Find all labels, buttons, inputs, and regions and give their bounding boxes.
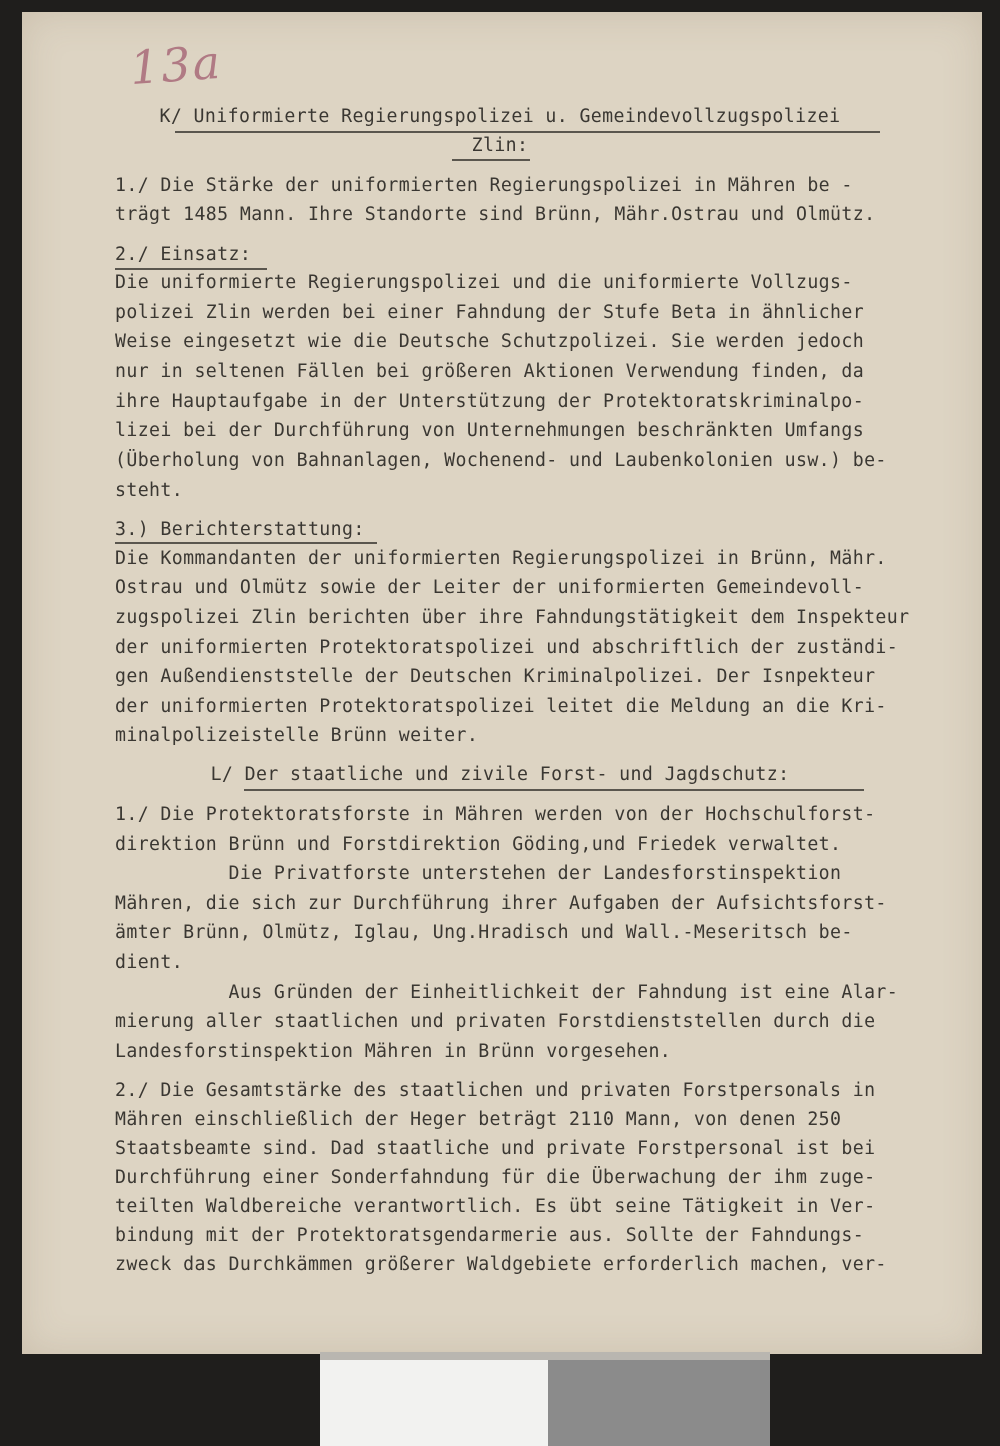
k-p2-line-0: Die uniformierte Regierungspolizei und die uniformierte Vollzugs- (115, 272, 853, 293)
heading-underline (244, 789, 864, 791)
l-p3-line-4: teilten Waldbereiche verantwortlich. Es übt seine Tätigkeit in Ver- (115, 1196, 876, 1217)
l-p1-line-2: Die Privatforste unterstehen der Landesforstinspektion (115, 863, 842, 884)
k-p3-line-1: Ostrau und Olmütz sowie der Leiter der uniformierten Gemeindevoll- (115, 577, 865, 598)
k-p3-line-0: Die Kommandanten der uniformierten Regierungspolizei in Brünn, Mähr. (115, 548, 887, 569)
handwritten-annotation: 13a (128, 34, 224, 96)
heading-underline (175, 131, 880, 133)
k-subheading-berichterstattung: 3.) Berichterstattung: (115, 519, 365, 540)
l-p1-line-5: dient. (115, 952, 184, 973)
scan-calibration-gray (548, 1360, 770, 1446)
k-p3-line-4: gen Außendienststelle der Deutschen Kriminalpolizei. Der Isnpekteur (115, 666, 876, 687)
section-l-heading: L/ Der staatliche und zivile Forst- und Jagdschutz: (210, 764, 790, 785)
k-p3-line-2: zugspolizei Zlin berichten über ihre Fahndungstätigkeit dem Inspekteur (115, 607, 910, 628)
l-p2-line-0: Aus Gründen der Einheitlichkeit der Fahndung ist eine Alar- (115, 982, 899, 1003)
heading-underline (452, 159, 530, 161)
l-p3-line-5: bindung mit der Protektoratsgendarmerie aus. Sollte der Fahndungs- (115, 1225, 865, 1246)
k-p1-line-0: 1./ Die Stärke der uniformierten Regierungspolizei in Mähren be - (115, 175, 853, 196)
l-p3-line-0: 2./ Die Gesamtstärke des staatlichen und privaten Forstpersonals in (115, 1080, 876, 1101)
k-p2-line-3: nur in seltenen Fällen bei größeren Aktionen Verwendung finden, da (115, 361, 865, 382)
l-p2-line-2: Landesforstinspektion Mähren in Brünn vorgesehen. (115, 1041, 672, 1062)
l-p3-line-6: zweck das Durchkämmen größerer Waldgebiete erforderlich machen, ver- (115, 1254, 887, 1275)
l-p1-line-4: ämter Brünn, Olmütz, Iglau, Ung.Hradisch und Wall.-Meseritsch be- (115, 922, 853, 943)
l-p2-line-1: mierung aller staatlichen und privaten Forstdienststellen durch die (115, 1011, 876, 1032)
k-p2-line-7: steht. (115, 480, 184, 501)
k-p2-line-4: ihre Hauptaufgabe in der Unterstützung der Protektoratskriminalpo- (115, 391, 865, 412)
l-p1-line-0: 1./ Die Protektoratsforste in Mähren werden von der Hochschulforst- (115, 804, 876, 825)
subheading-underline (115, 542, 377, 544)
k-p2-line-5: lizei bei der Durchführung von Unternehmungen beschränkten Umfangs (115, 420, 865, 441)
subheading-underline (115, 268, 267, 270)
scan-calibration-white (320, 1360, 548, 1446)
l-p3-line-1: Mähren einschließlich der Heger beträgt 2110 Mann, von denen 250 (115, 1109, 842, 1130)
l-p1-line-3: Mähren, die sich zur Durchführung ihrer Aufgaben der Aufsichtsforst- (115, 893, 887, 914)
l-p1-line-1: direktion Brünn und Forstdirektion Göding,und Friedek verwaltet. (115, 834, 842, 855)
k-p3-line-6: minalpolizeistelle Brünn weiter. (115, 725, 479, 746)
k-p3-line-3: der uniformierten Protektoratspolizei und abschriftlich der zuständi- (115, 637, 899, 658)
k-p2-line-1: polizei Zlin werden bei einer Fahndung der Stufe Beta in ähnlicher (115, 302, 865, 323)
k-p2-line-6: (Überholung von Bahnanlagen, Wochenend- und Laubenkolonien usw.) be- (115, 450, 887, 471)
k-p3-line-5: der uniformierten Protektoratspolizei leitet die Meldung an die Kri- (115, 696, 887, 717)
section-k-heading: K/ Uniformierte Regierungspolizei u. Gemeindevollzugspolizei (159, 106, 841, 127)
l-p3-line-2: Staatsbeamte sind. Dad staatliche und private Forstpersonal ist bei (115, 1138, 876, 1159)
l-p3-line-3: Durchführung einer Sonderfahndung für die Überwachung der ihm zuge- (115, 1167, 876, 1188)
k-p2-line-2: Weise eingesetzt wie die Deutsche Schutzpolizei. Sie werden jedoch (115, 331, 865, 352)
k-p1-line-1: trägt 1485 Mann. Ihre Standorte sind Brünn, Mähr.Ostrau und Olmütz. (115, 204, 876, 225)
scan-calibration-edge (320, 1352, 770, 1360)
k-subheading-einsatz: 2./ Einsatz: (115, 244, 252, 265)
section-k-heading-2: Zlin: (471, 135, 529, 156)
